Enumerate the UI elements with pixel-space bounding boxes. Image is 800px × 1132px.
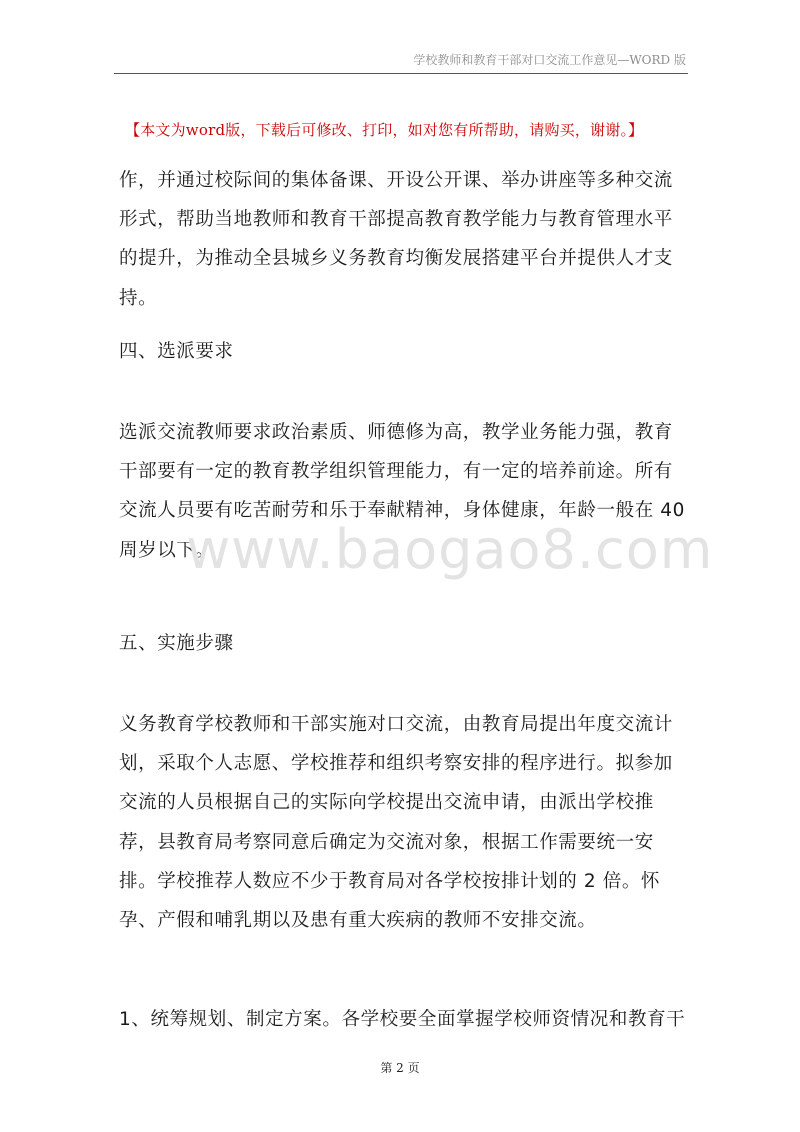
header-title: 学校教师和教育干部对口交流工作意见—WORD 版 — [413, 53, 686, 67]
paragraph-continuation: 作，并通过校际间的集体备课、开设公开课、举办讲座等多种交流形式，帮助当地教师和教育干部提高教育教学能力与教育管理水平的提升，为推动全县城乡义务教育均衡发展搭建平台并提供人才支持。 — [119, 170, 673, 309]
section-4-paragraph: 选派交流教师要求政治素质、师德修为高，教学业务能力强，教育干部要有一定的教育教学组织管理能力，有一定的培养前途。所有交流人员要有吃苦耐劳和乐于奉献精神，身体健康，年龄一般在 40 周岁以下。 — [119, 422, 686, 561]
item-1-paragraph: 1、统筹规划、制定方案。各学校要全面掌握学校师资情况和教育干 — [119, 1009, 686, 1030]
section-5-heading: 五、实施步骤 — [119, 633, 234, 654]
download-notice: 【本文为word版，下载后可修改、打印，如对您有所帮助，请购买，谢谢。】 — [125, 121, 644, 139]
section-4-heading: 四、选派要求 — [119, 341, 234, 362]
watermark: www.baogao8.com — [186, 518, 714, 581]
page-number: 第 2 页 — [380, 1061, 420, 1075]
section-5-paragraph: 义务教育学校教师和干部实施对口交流，由教育局提出年度交流计划，采取个人志愿、学校推荐和组织考察安排的程序进行。拟参加交流的人员根据自己的实际向学校提出交流申请，由派出学校推荐，县教育局考察同意后确定为交流对象，根据工作需要统一安排。学校推荐人数应不少于教育局对各学校按排计划的 2 倍。怀孕、产假和哺乳期以及患有重大疾病的教师不安排交流。 — [119, 714, 673, 932]
header-rule — [114, 73, 688, 74]
